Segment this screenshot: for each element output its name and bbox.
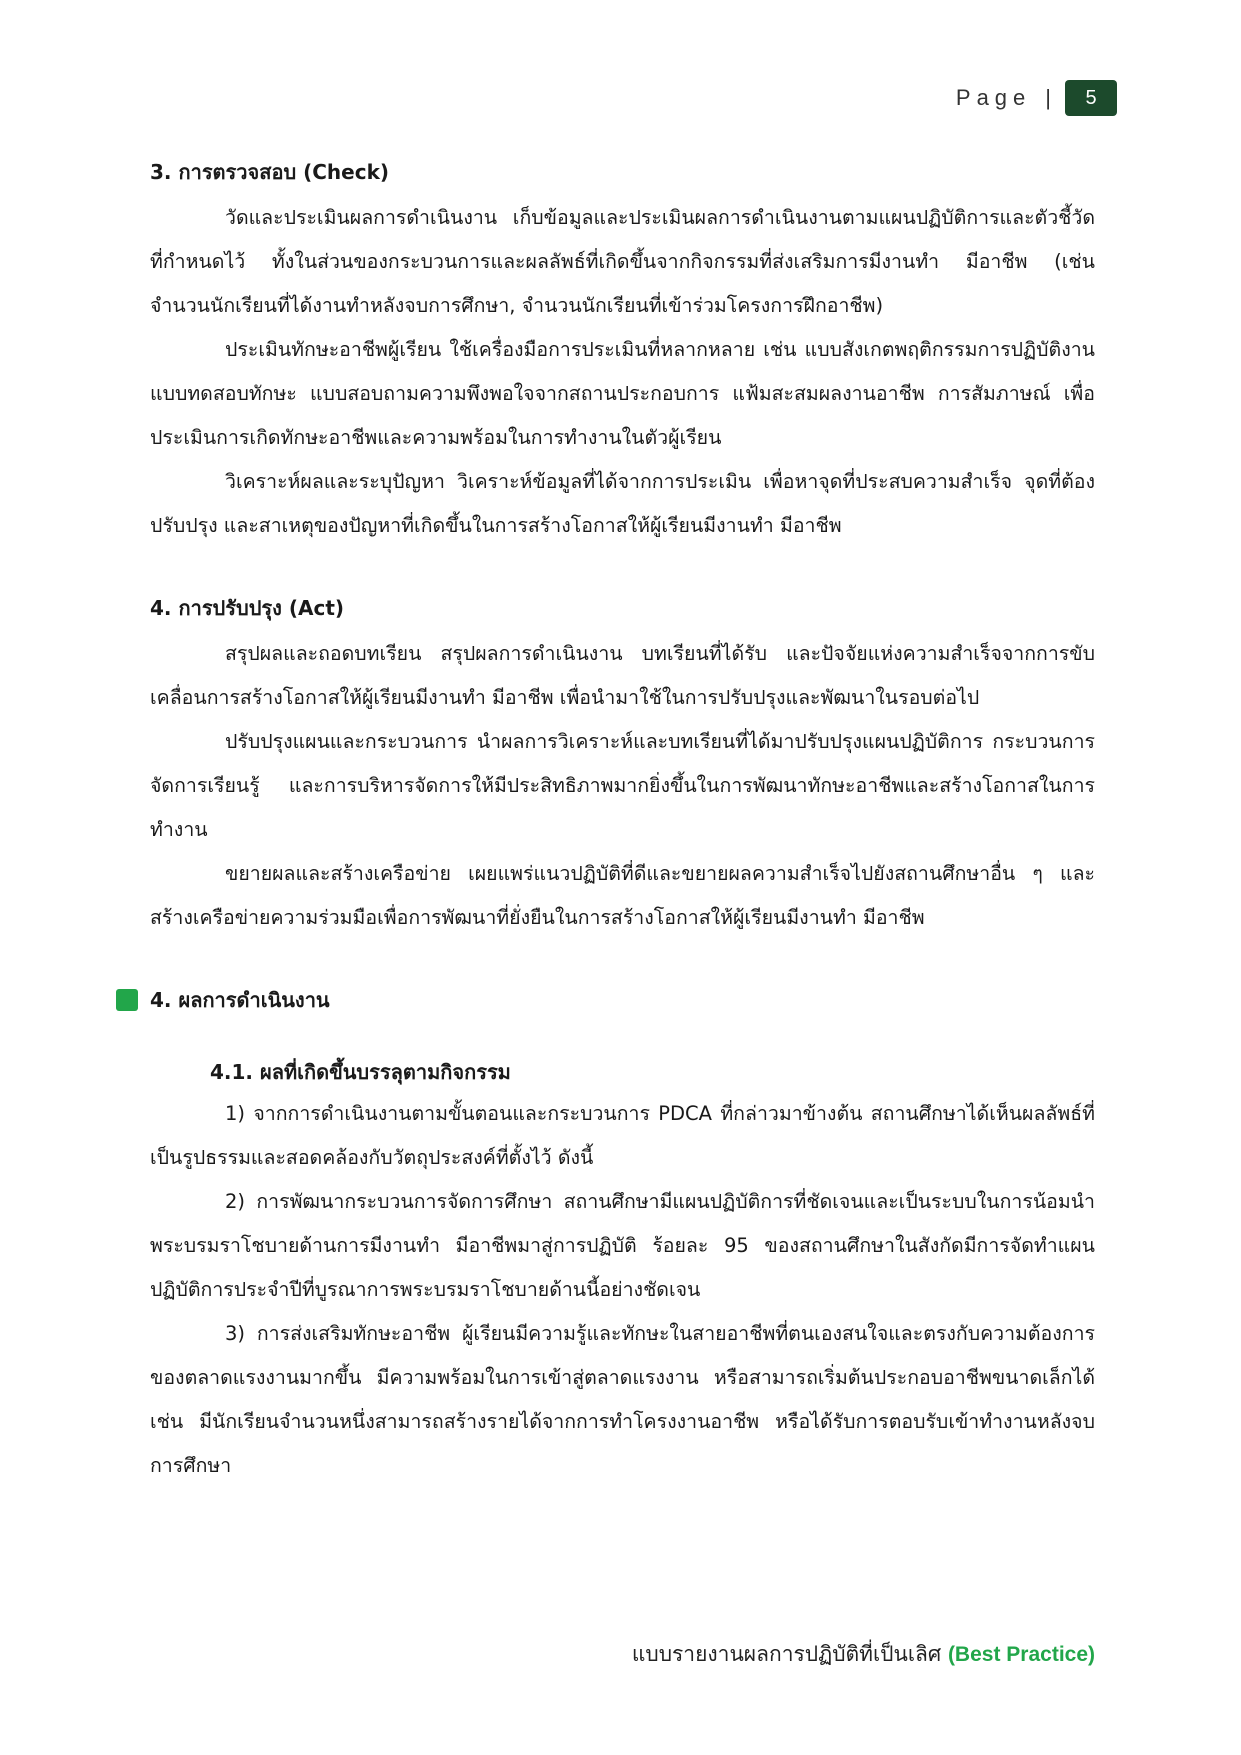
footer-text: แบบรายงานผลการปฏิบัติที่เป็นเลิศ <box>631 1642 942 1666</box>
act-paragraph-3: ขยายผลและสร้างเครือข่าย เผยแพร่แนวปฏิบัติที่ดีและขยายผลความสำเร็จไปยังสถานศึกษาอื่น ๆ และสร้างเครือข่ายความร่วมมือเพื่อการพัฒนาที่ยั่งยืนในการสร้างโอกาสให้ผู้เรียนมีงานทำ มีอาชีพ <box>150 862 1095 929</box>
page-footer <box>632 1638 1095 1671</box>
spacer <box>150 548 1095 592</box>
results-paragraph-3: 3) การส่งเสริมทักษะอาชีพ ผู้เรียนมีความรู้และทักษะในสายอาชีพที่ตนเองสนใจและตรงกับความต้องการของตลาดแรงงานมากขึ้น มีความพร้อมในการเข้าสู่ตลาดแรงงาน หรือสามารถเริ่มต้นประกอบอาชีพขนาดเล็กได้ เช่น มีนักเรียนจำนวนหนึ่งสามารถสร้างรายได้จากการทำโครงงานอาชีพ หรือได้รับการตอบรับเข้าทำงานหลังจบการศึกษา <box>150 1322 1095 1477</box>
page-number-badge: 5 <box>1065 80 1117 116</box>
results-paragraph-2: 2) การพัฒนากระบวนการจัดการศึกษา สถานศึกษามีแผนปฏิบัติการที่ชัดเจนและเป็นระบบในการน้อมนำพระบรมราโชบายด้านการมีงานทำ มีอาชีพมาสู่การปฏิบัติ ร้อยละ 95 ของสถานศึกษาในสังกัดมีการจัดทำแผนปฏิบัติการประจำปีที่บูรณาการพระบรมราโชบายด้านนี้อย่างชัดเจน <box>150 1190 1095 1301</box>
green-square-bullet-icon <box>116 989 138 1011</box>
section-results-title: 4. ผลการดำเนินงาน <box>150 988 330 1012</box>
check-paragraph-2: ประเมินทักษะอาชีพผู้เรียน ใช้เครื่องมือการประเมินที่หลากหลาย เช่น แบบสังเกตพฤติกรรมการปฏิบัติงาน แบบทดสอบทักษะ แบบสอบถามความพึงพอใจจากสถานประกอบการ แฟ้มสะสมผลงานอาชีพ การสัมภาษณ์ เพื่อประเมินการเกิดทักษะอาชีพและความพร้อมในการทำงานในตัวผู้เรียน <box>150 338 1095 449</box>
section-act-title: 4. การปรับปรุง (Act) <box>150 596 345 620</box>
subsection-title: 4.1. ผลที่เกิดขึ้นบรรลุตามกิจกรรม <box>210 1060 511 1084</box>
check-paragraph-3: วิเคราะห์ผลและระบุปัญหา วิเคราะห์ข้อมูลที่ได้จากการประเมิน เพื่อหาจุดที่ประสบความสำเร็จ จุดที่ต้องปรับปรุง และสาเหตุของปัญหาที่เกิดขึ้นในการสร้างโอกาสให้ผู้เรียนมีงานทำ มีอาชีพ <box>150 470 1095 537</box>
page-separator: | <box>1045 85 1051 110</box>
page-header <box>956 80 1117 116</box>
act-paragraph-1: สรุปผลและถอดบทเรียน สรุปผลการดำเนินงาน บทเรียนที่ได้รับ และปัจจัยแห่งความสำเร็จจากการขับเคลื่อนการสร้างโอกาสให้ผู้เรียนมีงานทำ มีอาชีพ เพื่อนำมาใช้ในการปรับปรุงและพัฒนาในรอบต่อไป <box>150 642 1095 709</box>
footer-accent: (Best Practice) <box>947 1643 1095 1666</box>
document-body <box>150 156 1095 1488</box>
act-paragraph-2: ปรับปรุงแผนและกระบวนการ นำผลการวิเคราะห์และบทเรียนที่ได้มาปรับปรุงแผนปฏิบัติการ กระบวนการจัดการเรียนรู้ และการบริหารจัดการให้มีประสิทธิภาพมากยิ่งขึ้นในการพัฒนาทักษะอาชีพและสร้างโอกาสในการทำงาน <box>150 730 1095 841</box>
results-paragraph-1: 1) จากการดำเนินงานตามขั้นตอนและกระบวนการ PDCA ที่กล่าวมาข้างต้น สถานศึกษาได้เห็นผลลัพธ์ที่เป็นรูปธรรมและสอดคล้องกับวัตถุประสงค์ที่ตั้งไว้ ดังนี้ <box>150 1102 1095 1169</box>
page-label: Page <box>955 85 1032 110</box>
check-paragraph-1: วัดและประเมินผลการดำเนินงาน เก็บข้อมูลและประเมินผลการดำเนินงานตามแผนปฏิบัติการและตัวชี้วัดที่กำหนดไว้ ทั้งในส่วนของกระบวนการและผลลัพธ์ที่เกิดขึ้นจากกิจกรรมที่ส่งเสริมการมีงานทำ มีอาชีพ (เช่น จำนวนนักเรียนที่ได้งานทำหลังจบการศึกษา, จำนวนนักเรียนที่เข้าร่วมโครงการฝึกอาชีพ) <box>150 206 1095 317</box>
section-results-heading <box>150 984 1095 1016</box>
spacer <box>150 940 1095 984</box>
section-check-title: 3. การตรวจสอบ (Check) <box>150 160 390 184</box>
